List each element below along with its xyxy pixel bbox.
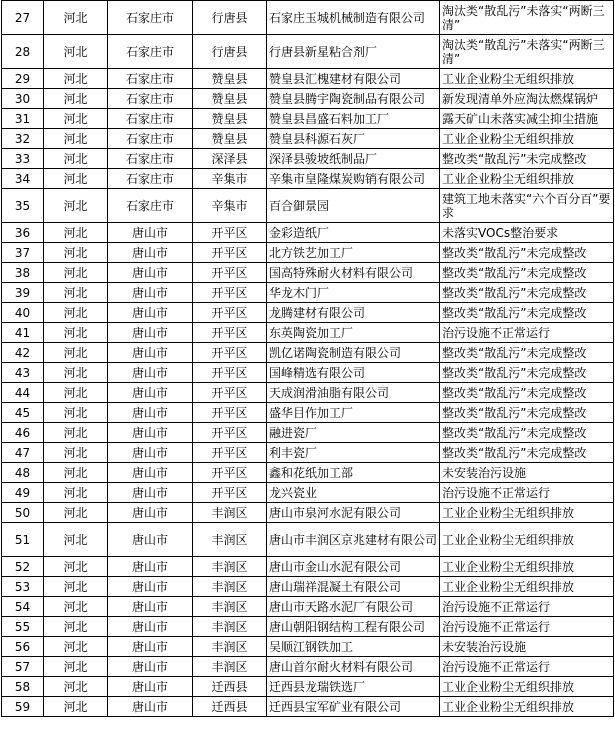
city-cell: 唐山市 <box>108 403 193 423</box>
county-cell: 丰润区 <box>193 503 267 523</box>
row-number: 39 <box>2 283 44 303</box>
company-cell: 唐山首尔耐火材料有限公司 <box>267 657 440 677</box>
province-cell: 河北 <box>44 1 108 35</box>
company-cell: 迁西县龙瑞铁选厂 <box>267 677 440 697</box>
county-cell: 开平区 <box>193 323 267 343</box>
province-cell: 河北 <box>44 597 108 617</box>
row-number: 41 <box>2 323 44 343</box>
company-cell: 龙兴瓷业 <box>267 483 440 503</box>
table-row <box>2 35 614 69</box>
row-number: 49 <box>2 483 44 503</box>
issue-cell: 整改类“散乱污”未完成整改 <box>440 403 614 423</box>
row-number: 59 <box>2 697 44 717</box>
province-cell: 河北 <box>44 423 108 443</box>
row-number: 35 <box>2 189 44 223</box>
issue-cell: 淘汰类“散乱污”未落实“两断三清” <box>440 1 614 35</box>
city-cell: 唐山市 <box>108 677 193 697</box>
row-number: 45 <box>2 403 44 423</box>
county-cell: 开平区 <box>193 363 267 383</box>
province-cell: 河北 <box>44 109 108 129</box>
company-cell: 赞皇县科源石灰厂 <box>267 129 440 149</box>
city-cell: 唐山市 <box>108 383 193 403</box>
province-cell: 河北 <box>44 69 108 89</box>
issue-cell: 治污设施不正常运行 <box>440 597 614 617</box>
issue-cell: 工业企业粉尘无组织排放 <box>440 523 614 557</box>
issue-cell: 整改类“散乱污”未完成整改 <box>440 363 614 383</box>
city-cell: 唐山市 <box>108 423 193 443</box>
company-cell: 唐山市金山水泥有限公司 <box>267 557 440 577</box>
county-cell: 赞皇县 <box>193 89 267 109</box>
table-body <box>2 1 614 717</box>
county-cell: 迁西县 <box>193 697 267 717</box>
table-row <box>2 363 614 383</box>
province-cell: 河北 <box>44 463 108 483</box>
table-row <box>2 149 614 169</box>
issue-cell: 整改类“散乱污”未完成整改 <box>440 343 614 363</box>
county-cell: 开平区 <box>193 243 267 263</box>
table-row <box>2 343 614 363</box>
company-cell: 赞皇县昌盛石料加工厂 <box>267 109 440 129</box>
row-number: 55 <box>2 617 44 637</box>
issue-cell: 露天矿山未落实减尘抑尘措施 <box>440 109 614 129</box>
county-cell: 赞皇县 <box>193 129 267 149</box>
issue-cell: 整改类“散乱污”未完成整改 <box>440 383 614 403</box>
row-number: 31 <box>2 109 44 129</box>
row-number: 37 <box>2 243 44 263</box>
row-number: 27 <box>2 1 44 35</box>
issue-cell: 整改类“散乱污”未完成整改 <box>440 303 614 323</box>
table-row <box>2 577 614 597</box>
issue-cell: 工业企业粉尘无组织排放 <box>440 677 614 697</box>
county-cell: 行唐县 <box>193 1 267 35</box>
table-row <box>2 523 614 557</box>
company-cell: 唐山市泉河水泥有限公司 <box>267 503 440 523</box>
table-row <box>2 69 614 89</box>
table-row <box>2 697 614 717</box>
province-cell: 河北 <box>44 483 108 503</box>
company-cell: 唐山市丰润区京兆建材有限公司 <box>267 523 440 557</box>
province-cell: 河北 <box>44 149 108 169</box>
issue-cell: 治污设施不正常运行 <box>440 657 614 677</box>
province-cell: 河北 <box>44 89 108 109</box>
county-cell: 开平区 <box>193 403 267 423</box>
company-cell: 龙腾建材有限公司 <box>267 303 440 323</box>
county-cell: 丰润区 <box>193 523 267 557</box>
company-cell: 唐山瑞祥混凝土有限公司 <box>267 577 440 597</box>
city-cell: 唐山市 <box>108 503 193 523</box>
issue-cell: 工业企业粉尘无组织排放 <box>440 557 614 577</box>
issue-cell: 治污设施不正常运行 <box>440 323 614 343</box>
row-number: 30 <box>2 89 44 109</box>
county-cell: 迁西县 <box>193 677 267 697</box>
table-row <box>2 443 614 463</box>
company-cell: 百合御景园 <box>267 189 440 223</box>
issue-cell: 未安装治污设施 <box>440 637 614 657</box>
row-number: 57 <box>2 657 44 677</box>
county-cell: 行唐县 <box>193 35 267 69</box>
city-cell: 唐山市 <box>108 637 193 657</box>
company-cell: 鑫和花纸加工部 <box>267 463 440 483</box>
province-cell: 河北 <box>44 169 108 189</box>
row-number: 54 <box>2 597 44 617</box>
city-cell: 唐山市 <box>108 363 193 383</box>
table-row <box>2 283 614 303</box>
issue-cell: 工业企业粉尘无组织排放 <box>440 503 614 523</box>
issue-cell: 整改类“散乱污”未完成整改 <box>440 243 614 263</box>
province-cell: 河北 <box>44 35 108 69</box>
county-cell: 开平区 <box>193 343 267 363</box>
county-cell: 开平区 <box>193 283 267 303</box>
row-number: 52 <box>2 557 44 577</box>
company-cell: 利丰瓷厂 <box>267 443 440 463</box>
city-cell: 唐山市 <box>108 323 193 343</box>
county-cell: 丰润区 <box>193 557 267 577</box>
table-row <box>2 637 614 657</box>
province-cell: 河北 <box>44 263 108 283</box>
company-cell: 赞皇县腾宇陶瓷制品有限公司 <box>267 89 440 109</box>
city-cell: 唐山市 <box>108 577 193 597</box>
city-cell: 唐山市 <box>108 483 193 503</box>
company-cell: 北方铁艺加工厂 <box>267 243 440 263</box>
province-cell: 河北 <box>44 223 108 243</box>
province-cell: 河北 <box>44 129 108 149</box>
row-number: 53 <box>2 577 44 597</box>
company-cell: 石家庄玉城机械制造有限公司 <box>267 1 440 35</box>
row-number: 28 <box>2 35 44 69</box>
table-row <box>2 243 614 263</box>
company-cell: 东英陶瓷加工厂 <box>267 323 440 343</box>
province-cell: 河北 <box>44 657 108 677</box>
city-cell: 石家庄市 <box>108 109 193 129</box>
table-row <box>2 1 614 35</box>
county-cell: 丰润区 <box>193 657 267 677</box>
city-cell: 石家庄市 <box>108 149 193 169</box>
row-number: 29 <box>2 69 44 89</box>
city-cell: 唐山市 <box>108 443 193 463</box>
city-cell: 唐山市 <box>108 617 193 637</box>
company-cell: 盛华目作加工厂 <box>267 403 440 423</box>
table-row <box>2 109 614 129</box>
city-cell: 唐山市 <box>108 283 193 303</box>
table-row <box>2 503 614 523</box>
company-cell: 金彩造纸厂 <box>267 223 440 243</box>
company-cell: 迁西县宝军矿业有限公司 <box>267 697 440 717</box>
city-cell: 唐山市 <box>108 697 193 717</box>
issue-cell: 工业企业粉尘无组织排放 <box>440 697 614 717</box>
province-cell: 河北 <box>44 697 108 717</box>
county-cell: 深泽县 <box>193 149 267 169</box>
province-cell: 河北 <box>44 343 108 363</box>
county-cell: 辛集市 <box>193 189 267 223</box>
province-cell: 河北 <box>44 577 108 597</box>
table-row <box>2 383 614 403</box>
row-number: 43 <box>2 363 44 383</box>
row-number: 32 <box>2 129 44 149</box>
province-cell: 河北 <box>44 189 108 223</box>
company-cell: 唐山朝阳钢结构工程有限公司 <box>267 617 440 637</box>
table-row <box>2 303 614 323</box>
province-cell: 河北 <box>44 637 108 657</box>
table-row <box>2 89 614 109</box>
table-row <box>2 657 614 677</box>
issue-cell: 治污设施不正常运行 <box>440 483 614 503</box>
row-number: 47 <box>2 443 44 463</box>
city-cell: 唐山市 <box>108 463 193 483</box>
row-number: 46 <box>2 423 44 443</box>
province-cell: 河北 <box>44 403 108 423</box>
city-cell: 唐山市 <box>108 223 193 243</box>
row-number: 33 <box>2 149 44 169</box>
city-cell: 石家庄市 <box>108 69 193 89</box>
table-row <box>2 557 614 577</box>
county-cell: 开平区 <box>193 303 267 323</box>
issue-cell: 未安装治污设施 <box>440 463 614 483</box>
county-cell: 开平区 <box>193 223 267 243</box>
county-cell: 丰润区 <box>193 577 267 597</box>
city-cell: 唐山市 <box>108 303 193 323</box>
row-number: 58 <box>2 677 44 697</box>
county-cell: 开平区 <box>193 443 267 463</box>
province-cell: 河北 <box>44 503 108 523</box>
issue-cell: 工业企业粉尘无组织排放 <box>440 69 614 89</box>
table-row <box>2 463 614 483</box>
county-cell: 开平区 <box>193 463 267 483</box>
county-cell: 赞皇县 <box>193 109 267 129</box>
company-cell: 赞皇县汇槐建材有限公司 <box>267 69 440 89</box>
table-row <box>2 403 614 423</box>
province-cell: 河北 <box>44 677 108 697</box>
table-row <box>2 483 614 503</box>
issue-cell: 未落实VOCs整治要求 <box>440 223 614 243</box>
issue-cell: 建筑工地未落实“六个百分百”要求 <box>440 189 614 223</box>
issue-cell: 工业企业粉尘无组织排放 <box>440 577 614 597</box>
table-row <box>2 323 614 343</box>
city-cell: 唐山市 <box>108 557 193 577</box>
province-cell: 河北 <box>44 617 108 637</box>
county-cell: 开平区 <box>193 423 267 443</box>
issue-cell: 整改类“散乱污”未完成整改 <box>440 149 614 169</box>
company-cell: 行唐县新星粘合剂厂 <box>267 35 440 69</box>
city-cell: 唐山市 <box>108 597 193 617</box>
company-cell: 华龙木门厂 <box>267 283 440 303</box>
city-cell: 唐山市 <box>108 343 193 363</box>
company-cell: 凯亿诺陶瓷制造有限公司 <box>267 343 440 363</box>
county-cell: 赞皇县 <box>193 69 267 89</box>
issue-cell: 工业企业粉尘无组织排放 <box>440 169 614 189</box>
row-number: 50 <box>2 503 44 523</box>
company-cell: 国峰精选有限公司 <box>267 363 440 383</box>
row-number: 36 <box>2 223 44 243</box>
row-number: 56 <box>2 637 44 657</box>
province-cell: 河北 <box>44 363 108 383</box>
row-number: 48 <box>2 463 44 483</box>
table-row <box>2 617 614 637</box>
row-number: 51 <box>2 523 44 557</box>
issue-cell: 治污设施不正常运行 <box>440 617 614 637</box>
county-cell: 开平区 <box>193 483 267 503</box>
city-cell: 唐山市 <box>108 243 193 263</box>
table-row <box>2 263 614 283</box>
province-cell: 河北 <box>44 283 108 303</box>
county-cell: 丰润区 <box>193 597 267 617</box>
company-cell: 唐山市天路水泥厂有限公司 <box>267 597 440 617</box>
table-row <box>2 597 614 617</box>
city-cell: 唐山市 <box>108 523 193 557</box>
row-number: 44 <box>2 383 44 403</box>
issue-cell: 淘汰类“散乱污”未落实“两断三清” <box>440 35 614 69</box>
city-cell: 石家庄市 <box>108 129 193 149</box>
issue-cell: 整改类“散乱污”未完成整改 <box>440 443 614 463</box>
table-row <box>2 129 614 149</box>
issue-cell: 整改类“散乱污”未完成整改 <box>440 423 614 443</box>
row-number: 40 <box>2 303 44 323</box>
city-cell: 唐山市 <box>108 263 193 283</box>
row-number: 42 <box>2 343 44 363</box>
city-cell: 石家庄市 <box>108 1 193 35</box>
city-cell: 石家庄市 <box>108 189 193 223</box>
county-cell: 开平区 <box>193 383 267 403</box>
province-cell: 河北 <box>44 443 108 463</box>
table-row <box>2 423 614 443</box>
province-cell: 河北 <box>44 303 108 323</box>
issue-cell: 整改类“散乱污”未完成整改 <box>440 283 614 303</box>
table-row <box>2 169 614 189</box>
city-cell: 唐山市 <box>108 657 193 677</box>
table-row <box>2 223 614 243</box>
company-cell: 融进瓷厂 <box>267 423 440 443</box>
table-row <box>2 677 614 697</box>
issue-cell: 整改类“散乱污”未完成整改 <box>440 263 614 283</box>
county-cell: 丰润区 <box>193 617 267 637</box>
issue-cell: 新发现清单外应淘汰燃煤锅炉 <box>440 89 614 109</box>
province-cell: 河北 <box>44 523 108 557</box>
company-cell: 国高特殊耐火材料有限公司 <box>267 263 440 283</box>
inspection-list-table <box>1 0 614 717</box>
county-cell: 丰润区 <box>193 637 267 657</box>
county-cell: 辛集市 <box>193 169 267 189</box>
province-cell: 河北 <box>44 323 108 343</box>
city-cell: 石家庄市 <box>108 169 193 189</box>
province-cell: 河北 <box>44 383 108 403</box>
company-cell: 深泽县骏坡纸制品厂 <box>267 149 440 169</box>
row-number: 38 <box>2 263 44 283</box>
company-cell: 辛集市皇隆煤炭购销有限公司 <box>267 169 440 189</box>
company-cell: 天成润滑油脂有限公司 <box>267 383 440 403</box>
company-cell: 吴顺江钢铁加工 <box>267 637 440 657</box>
province-cell: 河北 <box>44 557 108 577</box>
issue-cell: 工业企业粉尘无组织排放 <box>440 129 614 149</box>
row-number: 34 <box>2 169 44 189</box>
city-cell: 石家庄市 <box>108 89 193 109</box>
province-cell: 河北 <box>44 243 108 263</box>
county-cell: 开平区 <box>193 263 267 283</box>
city-cell: 石家庄市 <box>108 35 193 69</box>
table-row <box>2 189 614 223</box>
